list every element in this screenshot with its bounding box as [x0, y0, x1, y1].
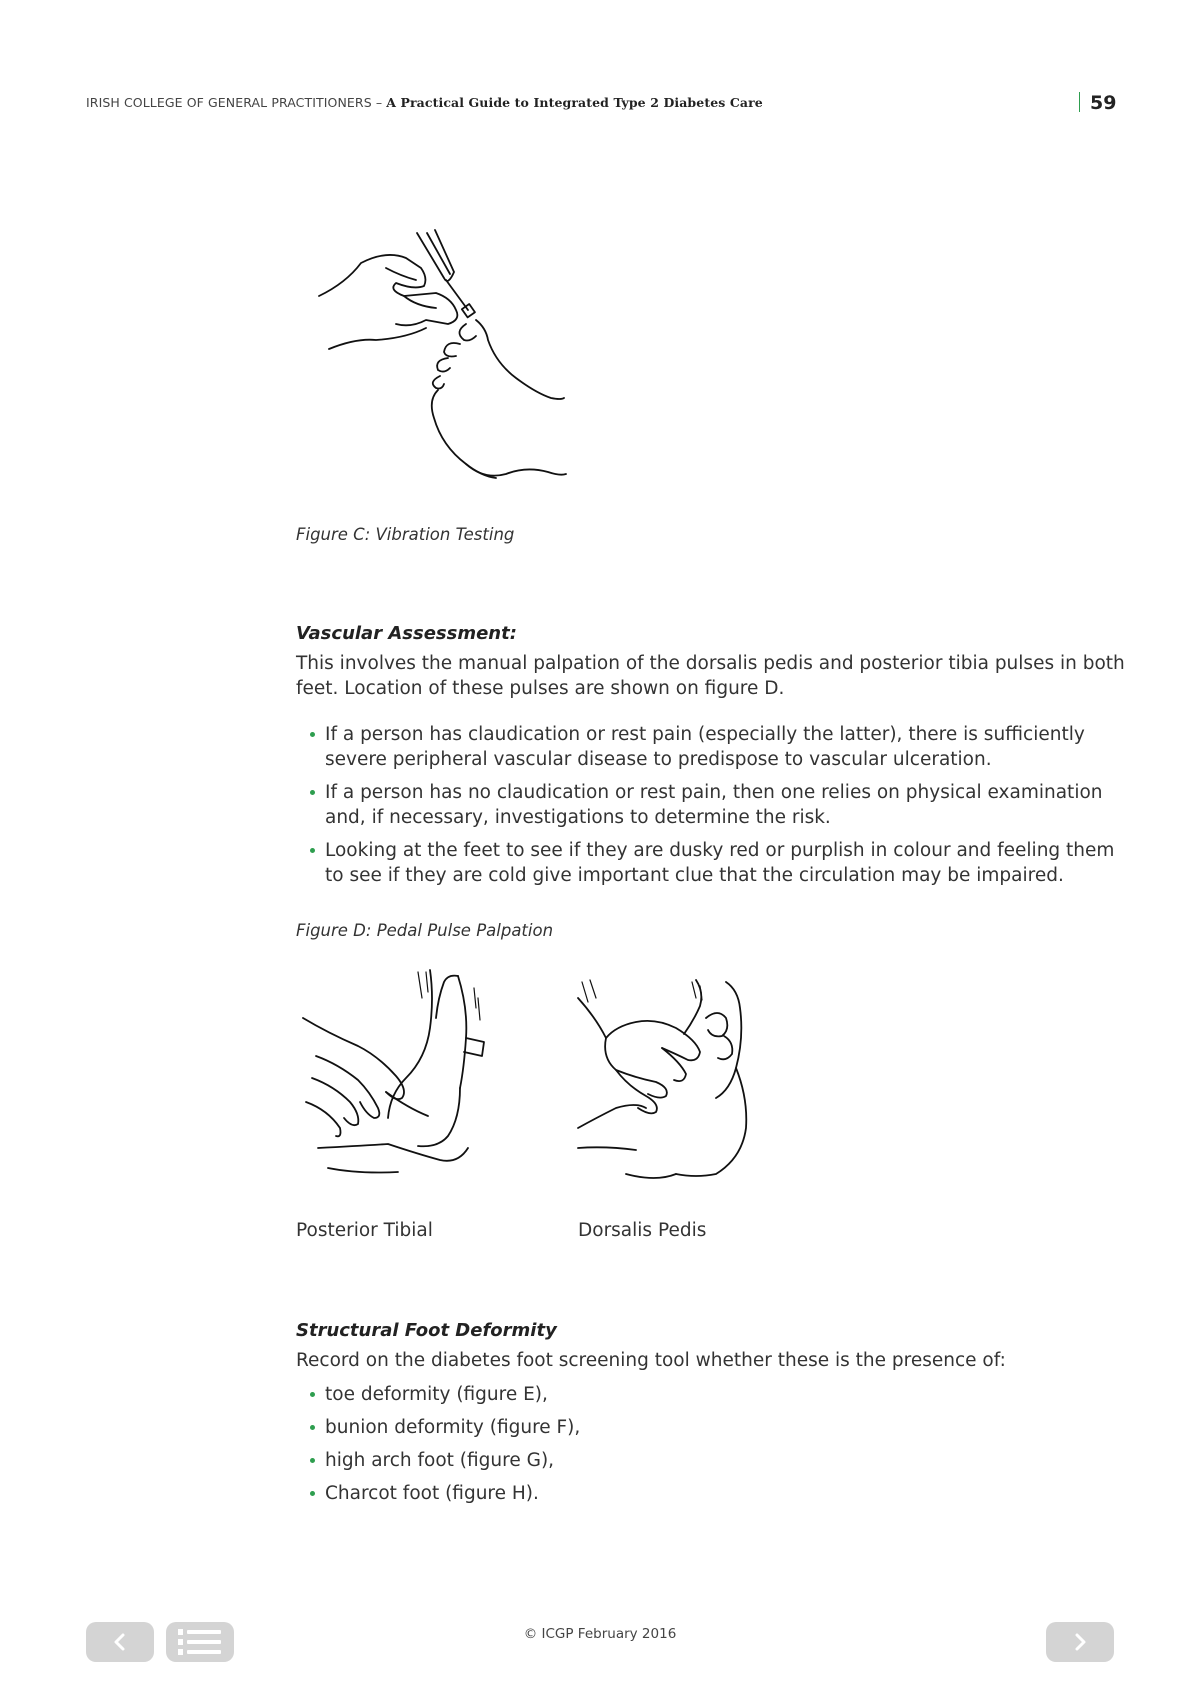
vascular-intro: This involves the manual palpation of the dorsalis pedis and posterior tibia pulses in both feet. Location of these pulses are shown on figure D.	[296, 653, 1125, 699]
page-number: 59	[1090, 92, 1117, 114]
chevron-left-icon	[110, 1632, 130, 1652]
page-number-divider	[1079, 92, 1080, 112]
structural-heading: Structural Foot Deformity	[296, 1320, 557, 1341]
posterior-tibial-label: Posterior Tibial	[296, 1220, 433, 1241]
vibration-testing-illustration	[316, 228, 596, 498]
contents-menu-icon	[174, 1625, 226, 1659]
dorsalis-pedis-label: Dorsalis Pedis	[578, 1220, 707, 1241]
previous-page-button[interactable]	[86, 1622, 154, 1662]
posterior-tibial-illustration	[298, 968, 498, 1183]
vascular-bullet-list	[296, 722, 1126, 888]
footer-copyright: © ICGP February 2016	[523, 1626, 677, 1642]
dorsalis-pedis-illustration	[576, 978, 776, 1183]
list-item: If a person has claudication or rest pain (especially the latter), there is sufficiently severe peripheral vascular disease to predispose to vascular ulceration.	[296, 722, 1126, 772]
list-item: toe deformity (figure E),	[296, 1382, 1126, 1407]
bullet-icon	[310, 790, 315, 795]
contents-menu-button[interactable]	[166, 1622, 234, 1662]
structural-bullet-list	[296, 1382, 1126, 1506]
list-item: Charcot foot (figure H).	[296, 1481, 1126, 1506]
vascular-section	[296, 623, 1126, 888]
next-page-button[interactable]	[1046, 1622, 1114, 1662]
structural-section	[296, 1320, 1126, 1506]
figure-d-caption: Figure D: Pedal Pulse Palpation	[296, 921, 554, 940]
header-title: A Practical Guide to Integrated Type 2 Diabetes Care	[386, 95, 763, 110]
bullet-icon	[310, 848, 315, 853]
list-item: high arch foot (figure G),	[296, 1448, 1126, 1473]
bullet-icon	[310, 1458, 315, 1463]
list-item: bunion deformity (figure F),	[296, 1415, 1126, 1440]
bullet-icon	[310, 732, 315, 737]
list-item: If a person has no claudication or rest pain, then one relies on physical examination and, if necessary, investigations to determine the risk.	[296, 780, 1126, 830]
vascular-heading: Vascular Assessment:	[296, 623, 517, 644]
structural-intro: Record on the diabetes foot screening tool whether these is the presence of:	[296, 1350, 1006, 1371]
running-header	[86, 95, 763, 110]
figure-c-caption: Figure C: Vibration Testing	[296, 525, 515, 544]
chevron-right-icon	[1070, 1632, 1090, 1652]
bullet-icon	[310, 1491, 315, 1496]
bullet-icon	[310, 1425, 315, 1430]
bullet-icon	[310, 1392, 315, 1397]
list-item: Looking at the feet to see if they are dusky red or purplish in colour and feeling them to see if they are cold give important clue that the circulation may be impaired.	[296, 838, 1126, 888]
header-org: IRISH COLLEGE OF GENERAL PRACTITIONERS –	[86, 95, 387, 110]
